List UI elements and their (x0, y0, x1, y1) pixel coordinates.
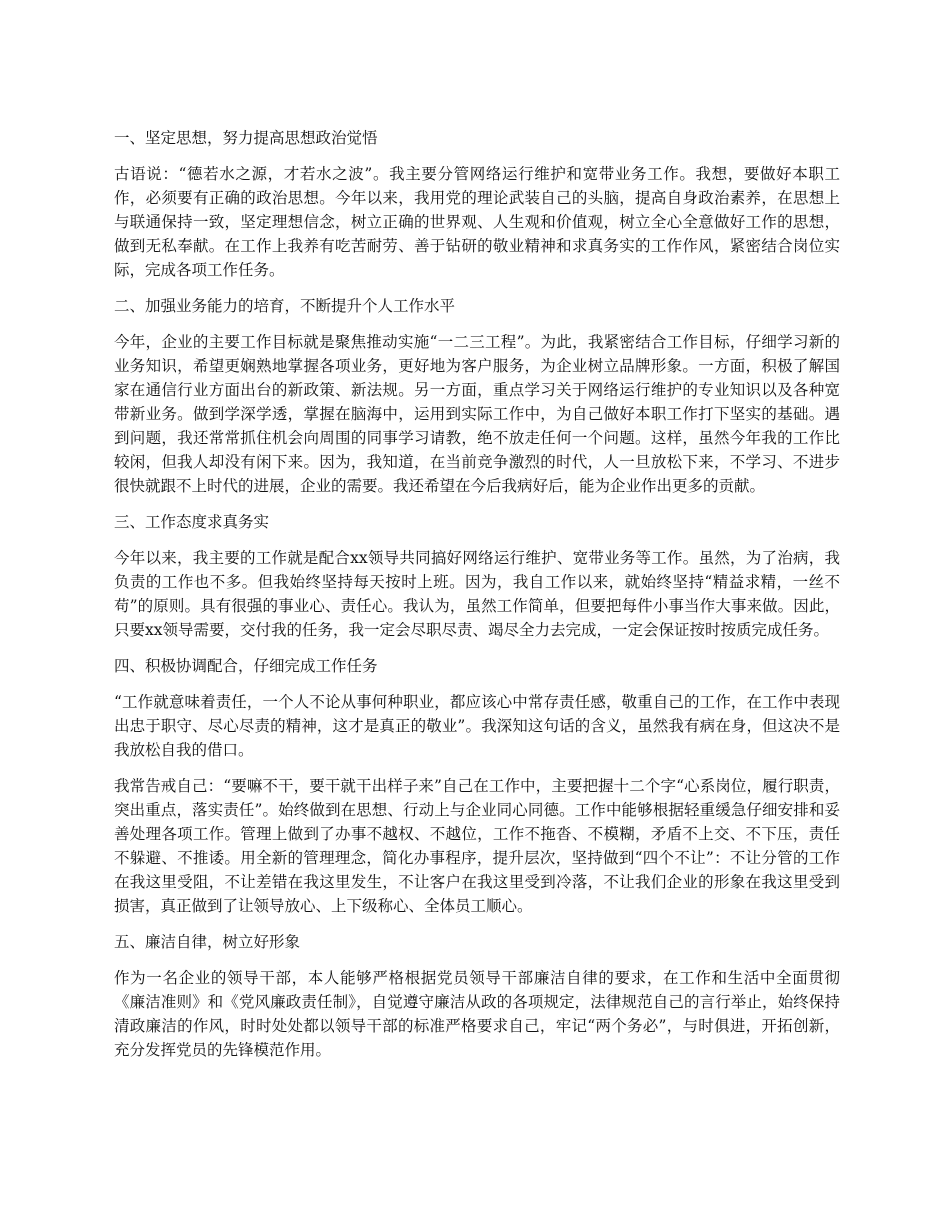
section-4-heading: 四、积极协调配合，仔细完成工作任务 (114, 657, 378, 675)
section-1-paragraph-1: 古语说：“德若水之源，才若水之波”。我主要分管网络运行维护和宽带业务工作。我想，要做好本职工作，必须要有正确的政治思想。今年以来，我用党的理论武装自己的头脑，提高自身政治素养，在思想上与联通保持一致，坚定理想信念，树立正确的世界观、人生观和价值观，树立全心全意做好工作的思想，做到无私奉献。在工作上我养有吃苦耐劳、善于钻研的敬业精神和求真务实的工作作风，紧密结合岗位实际，完成各项工作任务。 (114, 165, 840, 279)
section-2-paragraph-1: 今年，企业的主要工作目标就是聚焦推动实施“一二三工程”。为此，我紧密结合工作目标，仔细学习新的业务知识，希望更娴熟地掌握各项业务，更好地为客户服务，为企业树立品牌形象。一方面，积极了解国家在通信行业方面出台的新政策、新法规。另一方面，重点学习关于网络运行维护的专业知识以及各种宽带新业务。做到学深学透，掌握在脑海中，运用到实际工作中，为自己做好本职工作打下坚实的基础。遇到问题，我还常常抓住机会向周围的同事学习请教，绝不放走任何一个问题。这样，虽然今年我的工作比较闲，但我人却没有闲下来。因为，我知道，在当前竞争激烈的时代，人一旦放松下来，不学习、不进步很快就跟不上时代的进展，企业的需要。我还希望在今后我病好后，能为企业作出更多的贡献。 (114, 333, 840, 495)
document-page (114, 126, 840, 1074)
section-2-heading: 二、加强业务能力的培育，不断提升个人工作水平 (114, 297, 456, 315)
section-5-heading: 五、廉洁自律，树立好形象 (114, 933, 301, 951)
section-3-paragraph-1: 今年以来，我主要的工作就是配合xx领导共同搞好网络运行维护、宽带业务等工作。虽然，为了治病，我负责的工作也不多。但我始终坚持每天按时上班。因为，我自工作以来，就始终坚持“精益求精，一丝不苟”的原则。具有很强的事业心、责任心。我认为，虽然工作简单，但要把每件小事当作大事来做。因此，只要xx领导需要，交付我的任务，我一定会尽职尽责、竭尽全力去完成，一定会保证按时按质完成任务。 (114, 549, 840, 639)
section-5-paragraph-1: 作为一名企业的领导干部，本人能够严格根据党员领导干部廉洁自律的要求，在工作和生活中全面贯彻《廉洁准则》和《党风廉政责任制》，自觉遵守廉洁从政的各项规定，法律规范自己的言行举止，始终保持清政廉洁的作风，时时处处都以领导干部的标准严格要求自己，牢记“两个务必”，与时俱进，开拓创新，充分发挥党员的先锋模范作用。 (114, 969, 840, 1059)
section-3-heading: 三、工作态度求真务实 (114, 513, 270, 531)
section-4-paragraph-2: 我常告戒自己：“要嘛不干，要干就干出样子来”自己在工作中，主要把握十二个字“心系岗位，履行职责，突出重点，落实责任”。始终做到在思想、行动上与企业同心同德。工作中能够根据轻重缓急仔细安排和妥善处理各项工作。管理上做到了办事不越权、不越位，工作不拖沓、不模糊，矛盾不上交、不下压，责任不躲避、不推诿。用全新的管理理念，简化办事程序，提升层次，坚持做到“四个不让”：不让分管的工作在我这里受阻，不让差错在我这里发生，不让客户在我这里受到冷落，不让我们企业的形象在我这里受到损害，真正做到了让领导放心、上下级称心、全体员工顺心。 (114, 777, 840, 915)
section-4-paragraph-1: “工作就意味着责任，一个人不论从事何种职业，都应该心中常存责任感，敬重自己的工作，在工作中表现出忠于职守、尽心尽责的精神，这才是真正的敬业”。我深知这句话的含义，虽然我有病在身，但这决不是我放松自我的借口。 (114, 693, 840, 759)
section-1-heading: 一、坚定思想，努力提高思想政治觉悟 (114, 129, 378, 147)
